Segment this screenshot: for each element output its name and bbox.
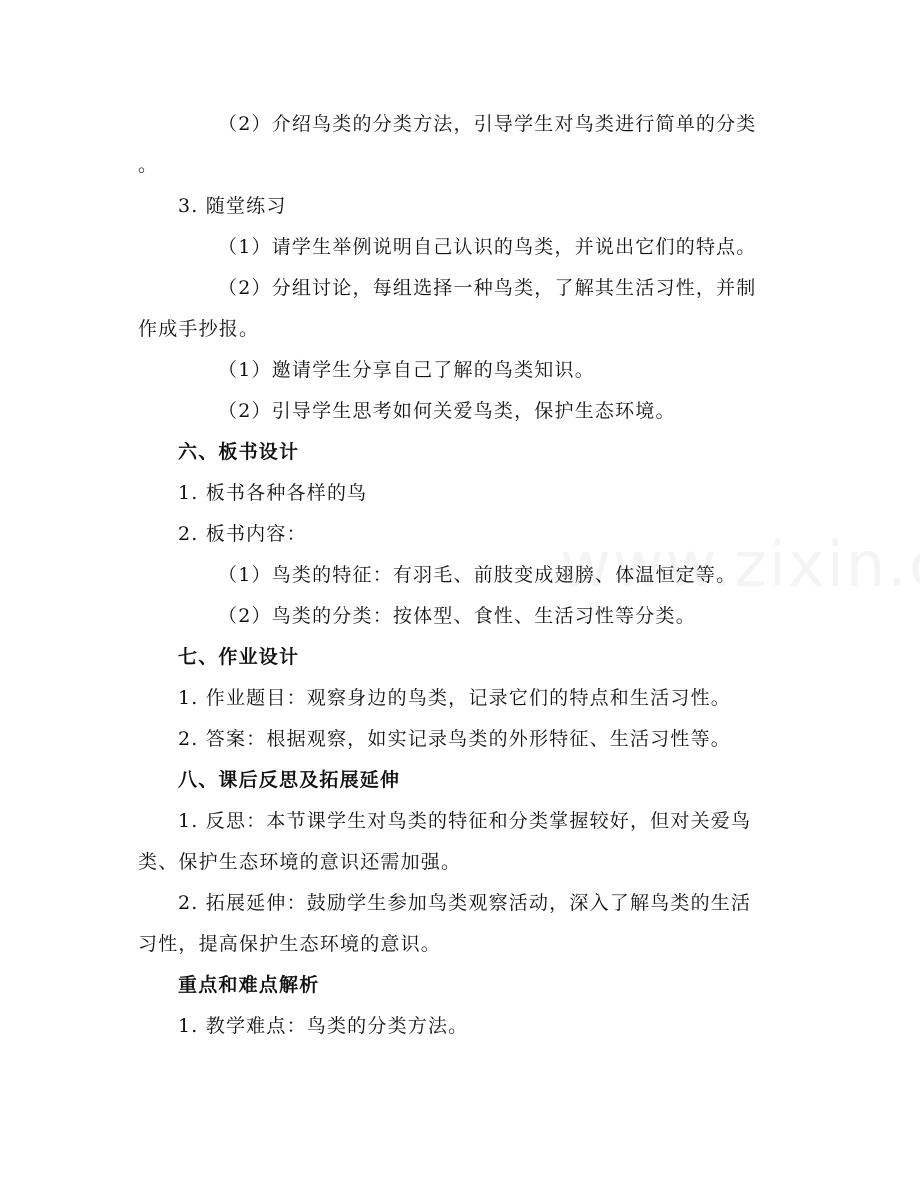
sub-item-line: （1）请学生举例说明自己认识的鸟类，并说出它们的特点。: [218, 236, 757, 258]
sub-item-line: （2）引导学生思考如何关爱鸟类，保护生态环境。: [218, 400, 676, 422]
list-item-line: 2. 板书内容：: [178, 523, 307, 545]
list-item-line: 2. 拓展延伸：鼓励学生参加鸟类观察活动，深入了解鸟类的生活: [178, 892, 752, 914]
list-item-line: 3. 随堂练习: [178, 195, 287, 217]
section-heading: 重点和难点解析: [178, 974, 320, 996]
section-heading: 七、作业设计: [178, 646, 300, 668]
sub-item-line: （1）邀请学生分享自己了解的鸟类知识。: [218, 359, 595, 381]
paragraph-line: 习性，提高保护生态环境的意识。: [138, 933, 442, 955]
list-item-line: 2. 答案：根据观察，如实记录鸟类的外形特征、生活习性等。: [178, 728, 731, 750]
section-heading: 六、板书设计: [178, 441, 300, 463]
paragraph-line: 类、保护生态环境的意识还需加强。: [138, 851, 462, 873]
sub-item-line: （2）分组讨论，每组选择一种鸟类，了解其生活习性，并制: [218, 277, 757, 299]
paragraph-line: （2）介绍鸟类的分类方法，引导学生对鸟类进行简单的分类: [218, 113, 757, 135]
list-item-line: 1. 反思：本节课学生对鸟类的特征和分类掌握较好，但对关爱鸟: [178, 810, 752, 832]
sub-item-line: （1）鸟类的特征：有羽毛、前肢变成翅膀、体温恒定等。: [218, 564, 737, 586]
section-heading: 八、课后反思及拓展延伸: [178, 769, 401, 791]
list-item-line: 1. 作业题目：观察身边的鸟类，记录它们的特点和生活习性。: [178, 687, 731, 709]
list-item-line: 1. 教学难点：鸟类的分类方法。: [178, 1015, 469, 1037]
sub-item-line: （2）鸟类的分类：按体型、食性、生活习性等分类。: [218, 605, 696, 627]
list-item-line: 1. 板书各种各样的鸟: [178, 482, 368, 504]
paragraph-line: 。: [138, 154, 159, 176]
paragraph-line: 作成手抄报。: [138, 318, 260, 340]
